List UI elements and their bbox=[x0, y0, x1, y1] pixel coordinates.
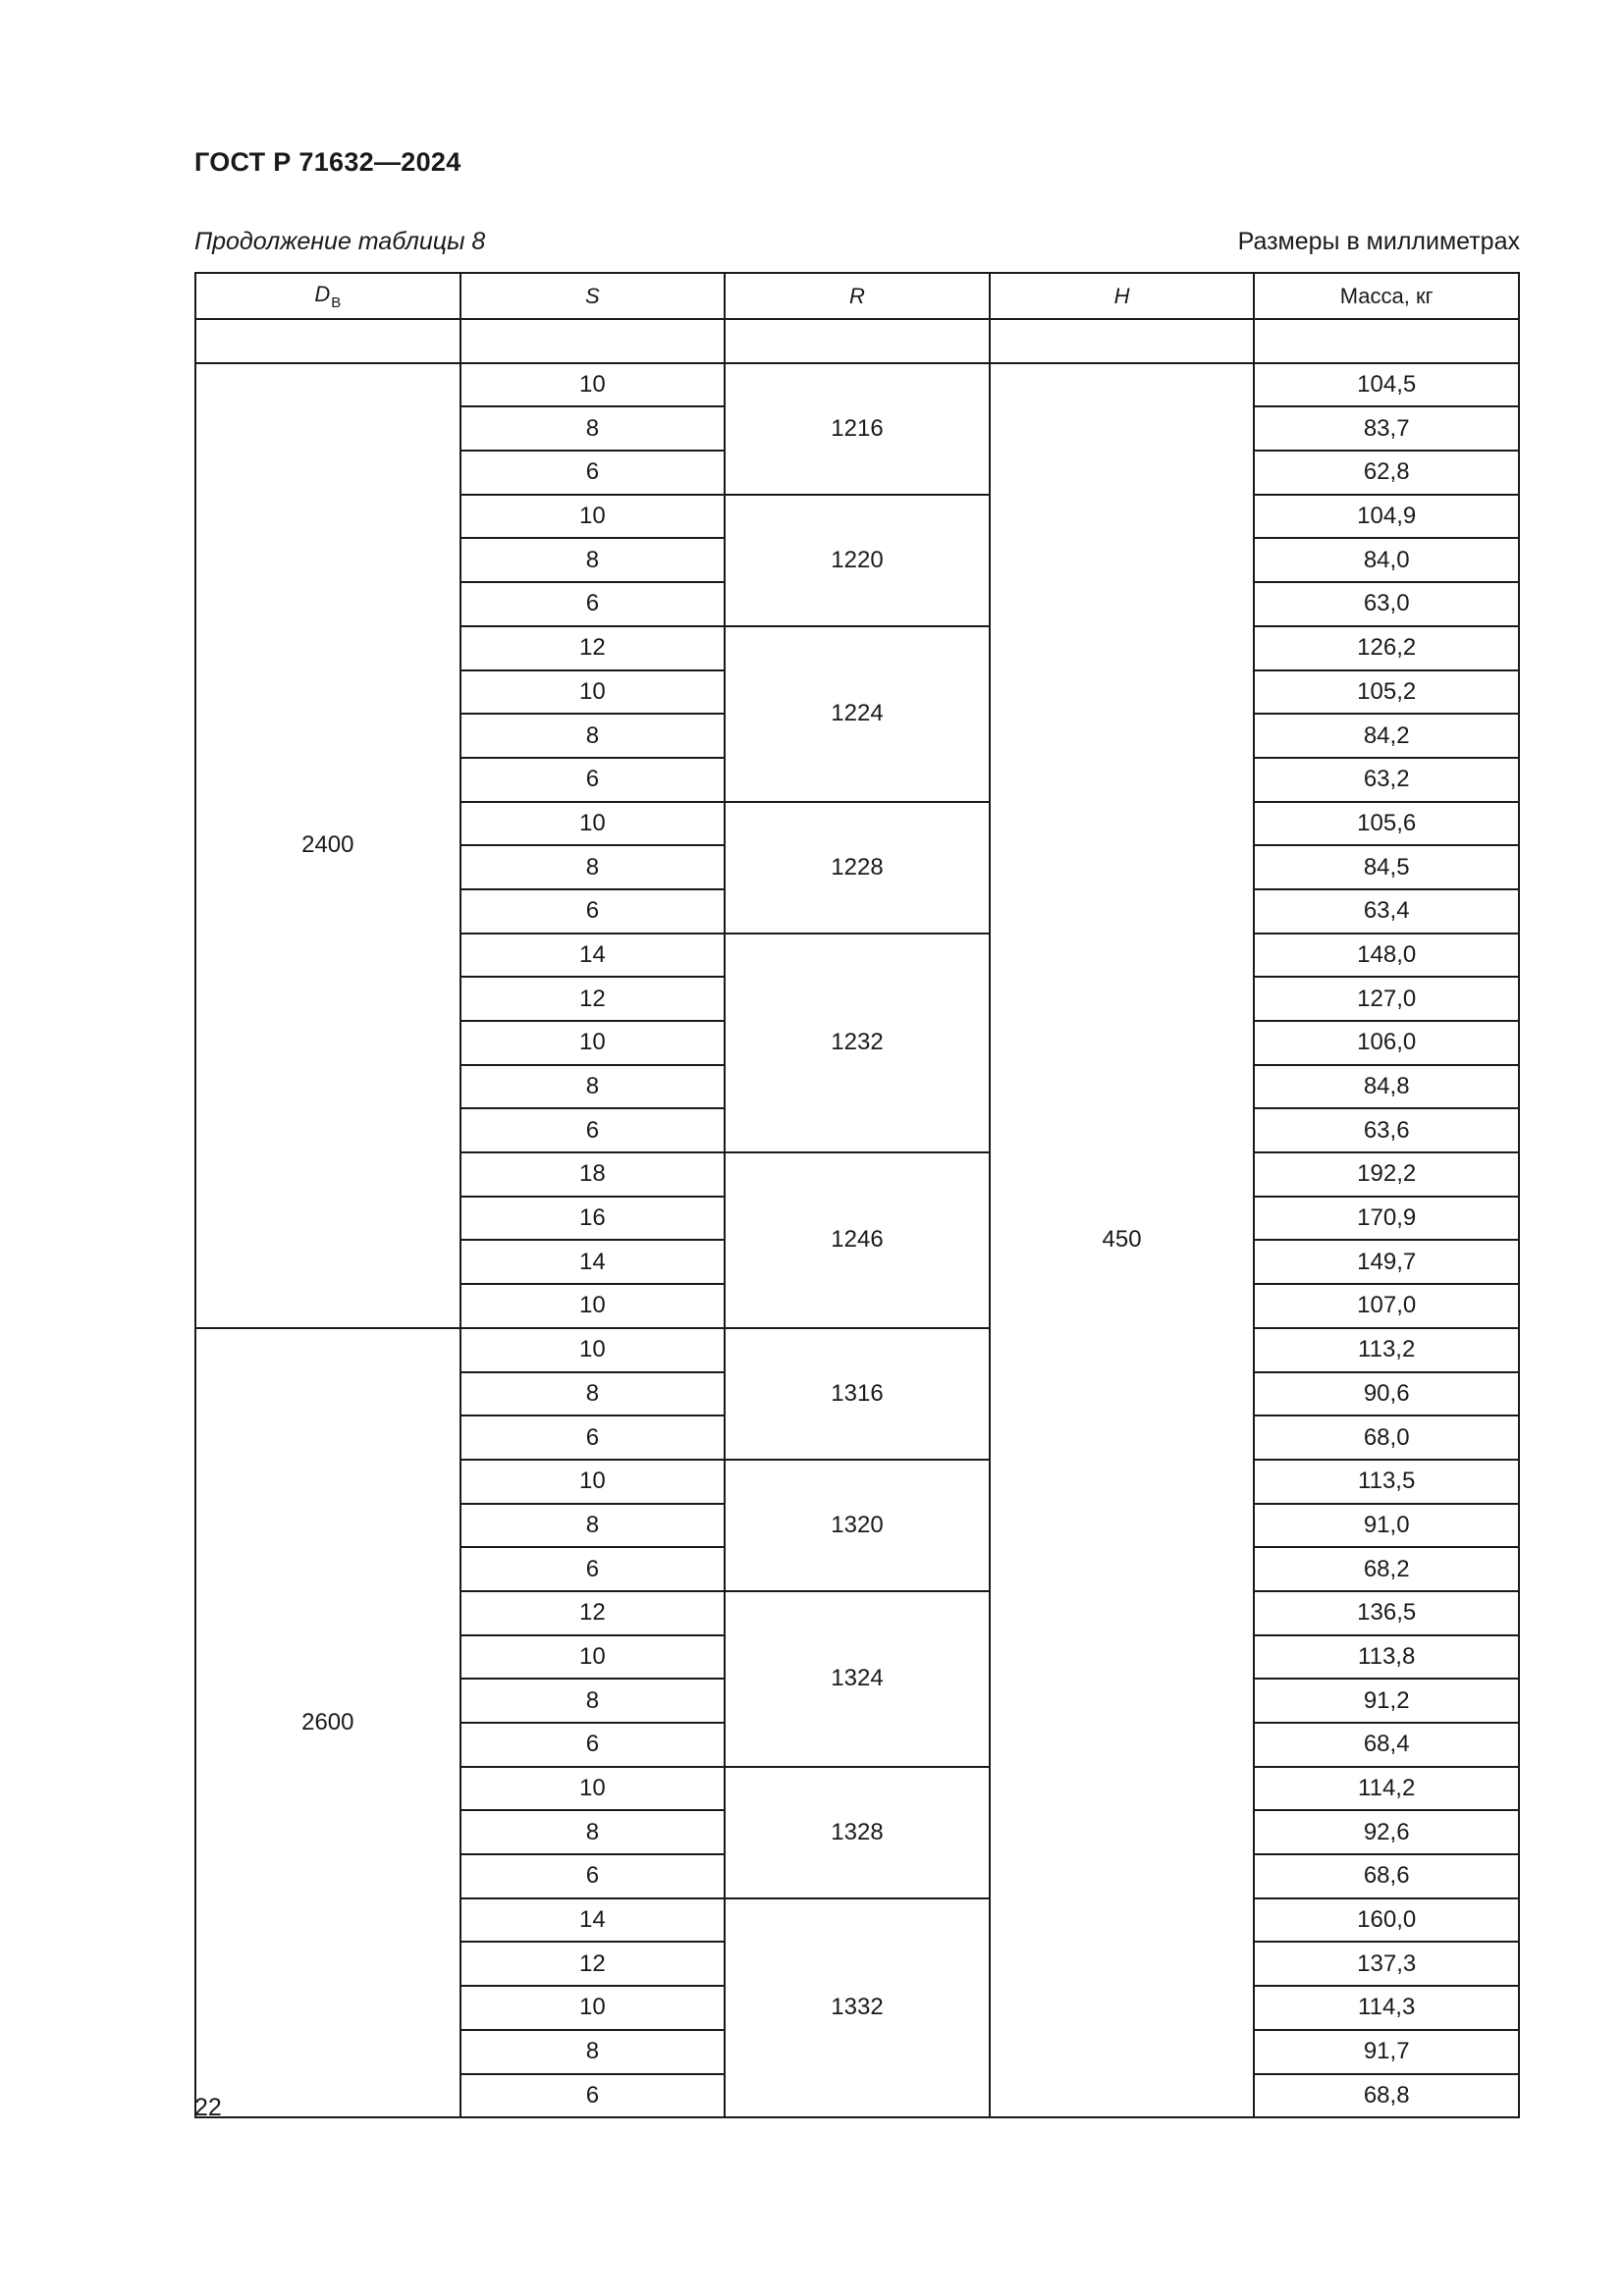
cell-s: 10 bbox=[460, 1635, 726, 1680]
cell-mass: 91,7 bbox=[1254, 2030, 1519, 2074]
cell-mass: 137,3 bbox=[1254, 1942, 1519, 1986]
cell-mass: 63,2 bbox=[1254, 758, 1519, 802]
cell-mass: 84,5 bbox=[1254, 845, 1519, 889]
cell-mass: 113,5 bbox=[1254, 1460, 1519, 1504]
page-number: 22 bbox=[194, 2094, 222, 2121]
cell-s: 10 bbox=[460, 363, 726, 407]
table-continuation-caption: Продолжение таблицы 8 bbox=[194, 228, 486, 255]
cell-mass: 149,7 bbox=[1254, 1240, 1519, 1284]
cell-mass: 126,2 bbox=[1254, 626, 1519, 670]
col-header-mass: Масса, кг bbox=[1254, 273, 1519, 319]
cell-mass: 84,8 bbox=[1254, 1065, 1519, 1109]
cell-r: 1316 bbox=[725, 1328, 990, 1460]
cell-s: 6 bbox=[460, 889, 726, 934]
cell-mass: 68,4 bbox=[1254, 1723, 1519, 1767]
cell-s: 8 bbox=[460, 1810, 726, 1854]
cell-s: 14 bbox=[460, 1240, 726, 1284]
cell-mass: 106,0 bbox=[1254, 1021, 1519, 1065]
db-symbol: D bbox=[314, 281, 331, 306]
cell-s: 10 bbox=[460, 1767, 726, 1811]
units-caption: Размеры в миллиметрах bbox=[1237, 228, 1520, 255]
table-row bbox=[195, 1328, 1519, 1372]
cell-s: 6 bbox=[460, 1854, 726, 1898]
cell-r: 1320 bbox=[725, 1460, 990, 1591]
cell-s: 10 bbox=[460, 495, 726, 539]
cell-s: 8 bbox=[460, 1065, 726, 1109]
cell-s: 8 bbox=[460, 538, 726, 582]
cell-r: 1232 bbox=[725, 934, 990, 1152]
cell-s: 10 bbox=[460, 1460, 726, 1504]
cell-r: 1228 bbox=[725, 802, 990, 934]
cell-s: 12 bbox=[460, 626, 726, 670]
cell-db: 2600 bbox=[195, 1328, 460, 2117]
cell-mass: 83,7 bbox=[1254, 406, 1519, 451]
cell-mass: 127,0 bbox=[1254, 977, 1519, 1021]
cell-mass: 105,6 bbox=[1254, 802, 1519, 846]
cell-mass: 90,6 bbox=[1254, 1372, 1519, 1416]
col-header-r: R bbox=[725, 273, 990, 319]
table-row bbox=[195, 363, 1519, 407]
cell-s: 14 bbox=[460, 1898, 726, 1943]
cell-s: 6 bbox=[460, 1415, 726, 1460]
dimensions-table bbox=[194, 272, 1520, 2118]
cell-mass: 63,0 bbox=[1254, 582, 1519, 626]
cell-mass: 63,6 bbox=[1254, 1108, 1519, 1152]
cell-s: 8 bbox=[460, 406, 726, 451]
cell-db: 2400 bbox=[195, 363, 460, 1328]
cell-mass: 136,5 bbox=[1254, 1591, 1519, 1635]
cell-r: 1220 bbox=[725, 495, 990, 626]
cell-r: 1246 bbox=[725, 1152, 990, 1328]
cell-s: 6 bbox=[460, 1108, 726, 1152]
cell-mass: 91,0 bbox=[1254, 1504, 1519, 1548]
cell-mass: 63,4 bbox=[1254, 889, 1519, 934]
cell-mass: 114,2 bbox=[1254, 1767, 1519, 1811]
cell-r: 1224 bbox=[725, 626, 990, 802]
cell-mass: 107,0 bbox=[1254, 1284, 1519, 1328]
cell-s: 10 bbox=[460, 802, 726, 846]
cell-s: 8 bbox=[460, 1679, 726, 1723]
cell-s: 18 bbox=[460, 1152, 726, 1197]
cell-mass: 170,9 bbox=[1254, 1197, 1519, 1241]
cell-mass: 105,2 bbox=[1254, 670, 1519, 715]
cell-s: 10 bbox=[460, 1328, 726, 1372]
cell-s: 6 bbox=[460, 758, 726, 802]
cell-s: 12 bbox=[460, 1942, 726, 1986]
cell-s: 6 bbox=[460, 1547, 726, 1591]
cell-s: 8 bbox=[460, 1504, 726, 1548]
cell-s: 10 bbox=[460, 1986, 726, 2030]
cell-s: 16 bbox=[460, 1197, 726, 1241]
cell-mass: 91,2 bbox=[1254, 1679, 1519, 1723]
cell-mass: 113,2 bbox=[1254, 1328, 1519, 1372]
cell-h: 450 bbox=[990, 363, 1255, 2118]
cell-mass: 84,2 bbox=[1254, 714, 1519, 758]
cell-r: 1328 bbox=[725, 1767, 990, 1898]
cell-mass: 68,6 bbox=[1254, 1854, 1519, 1898]
cell-s: 6 bbox=[460, 1723, 726, 1767]
cell-mass: 84,0 bbox=[1254, 538, 1519, 582]
cell-mass: 68,8 bbox=[1254, 2074, 1519, 2118]
table-header-row bbox=[195, 273, 1519, 319]
cell-r: 1332 bbox=[725, 1898, 990, 2117]
col-header-db bbox=[195, 273, 460, 319]
table-body bbox=[195, 363, 1519, 2118]
cell-mass: 68,0 bbox=[1254, 1415, 1519, 1460]
cell-s: 6 bbox=[460, 451, 726, 495]
cell-s: 12 bbox=[460, 977, 726, 1021]
cell-s: 12 bbox=[460, 1591, 726, 1635]
cell-mass: 192,2 bbox=[1254, 1152, 1519, 1197]
cell-s: 10 bbox=[460, 1284, 726, 1328]
cell-mass: 114,3 bbox=[1254, 1986, 1519, 2030]
cell-s: 8 bbox=[460, 714, 726, 758]
cell-mass: 104,5 bbox=[1254, 363, 1519, 407]
cell-mass: 148,0 bbox=[1254, 934, 1519, 978]
document-code: ГОСТ Р 71632—2024 bbox=[194, 147, 461, 177]
cell-mass: 104,9 bbox=[1254, 495, 1519, 539]
cell-s: 8 bbox=[460, 1372, 726, 1416]
cell-s: 8 bbox=[460, 845, 726, 889]
cell-mass: 68,2 bbox=[1254, 1547, 1519, 1591]
cell-mass: 92,6 bbox=[1254, 1810, 1519, 1854]
db-subscript: В bbox=[331, 294, 342, 311]
cell-s: 6 bbox=[460, 582, 726, 626]
col-header-h: H bbox=[990, 273, 1255, 319]
cell-mass: 113,8 bbox=[1254, 1635, 1519, 1680]
header-separator bbox=[195, 319, 1519, 363]
cell-r: 1216 bbox=[725, 363, 990, 495]
cell-s: 6 bbox=[460, 2074, 726, 2118]
cell-s: 10 bbox=[460, 1021, 726, 1065]
cell-mass: 62,8 bbox=[1254, 451, 1519, 495]
cell-s: 8 bbox=[460, 2030, 726, 2074]
col-header-s: S bbox=[460, 273, 726, 319]
cell-mass: 160,0 bbox=[1254, 1898, 1519, 1943]
cell-s: 14 bbox=[460, 934, 726, 978]
cell-r: 1324 bbox=[725, 1591, 990, 1767]
cell-s: 10 bbox=[460, 670, 726, 715]
